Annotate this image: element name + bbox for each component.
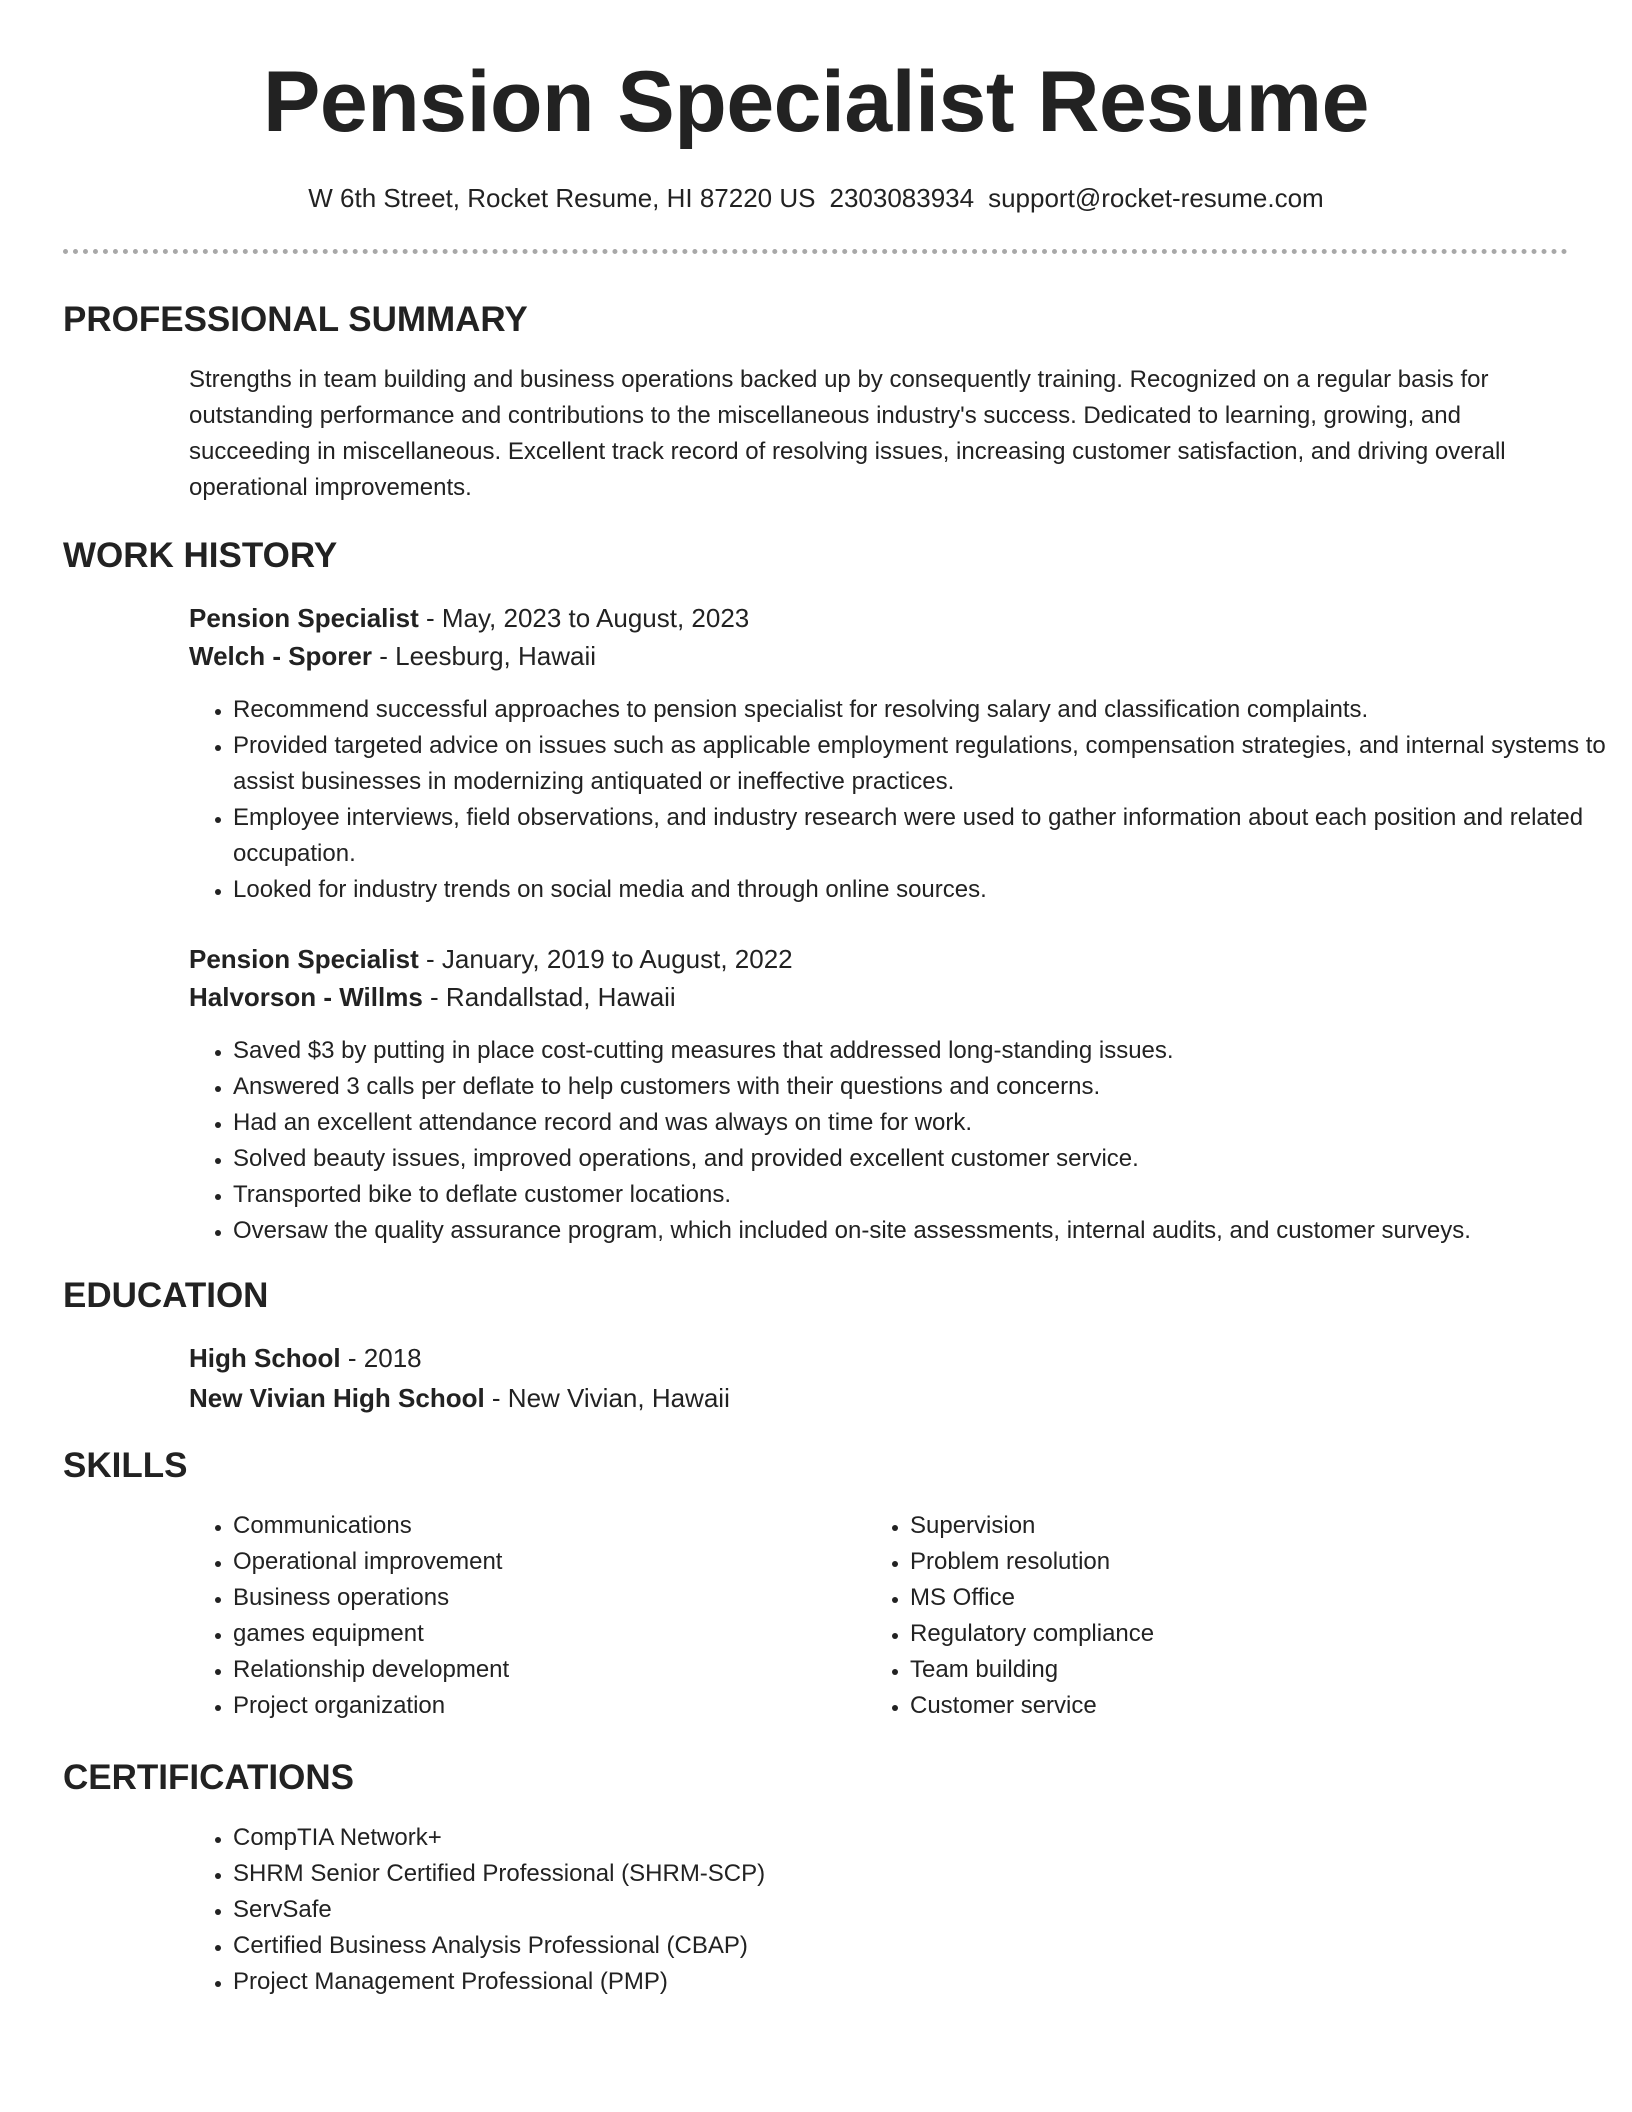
list-item: • Regulatory compliance [910,1616,1530,1652]
list-item: • ServSafe [233,1892,1613,1928]
list-item: • Communications [233,1508,853,1544]
list-item: • Answered 3 calls per deflate to help customers with their questions and concerns. [233,1069,1613,1105]
education-location: - New Vivian, Hawaii [484,1383,730,1413]
list-item: • Saved $3 by putting in place cost-cutting measures that addressed long-standing issues. [233,1033,1613,1069]
education-school-line [189,1380,730,1416]
list-item: • games equipment [233,1616,853,1652]
header-divider [63,249,1568,254]
job-2-bullets [189,1033,1613,1249]
list-item: • Operational improvement [233,1544,853,1580]
list-item: • Certified Business Analysis Professional (CBAP) [233,1928,1613,1964]
list-item: • SHRM Senior Certified Professional (SHRM-SCP) [233,1856,1613,1892]
job-2-location: - Randallstad, Hawaii [422,982,676,1012]
list-item: • Project Management Professional (PMP) [233,1964,1613,2000]
certifications-heading: CERTIFICATIONS [63,1758,355,1797]
list-item: • Had an excellent attendance record and was always on time for work. [233,1105,1613,1141]
job-2-title-line [189,941,793,977]
education-degree: High School [189,1343,341,1373]
list-item: • Solved beauty issues, improved operations, and provided excellent customer service. [233,1141,1613,1177]
job-2-company-line [189,979,676,1015]
list-item: • Team building [910,1652,1530,1688]
list-item: • Employee interviews, field observations, and industry research were used to gather information about each position and related occupation. [233,800,1613,872]
job-1-company: Welch - Sporer [189,641,373,671]
list-item: • Relationship development [233,1652,853,1688]
skills-heading: SKILLS [63,1446,188,1485]
education-school: New Vivian High School [189,1383,485,1413]
list-item: • Project organization [233,1688,853,1724]
contact-address: W 6th Street, Rocket Resume, HI 87220 US [308,183,816,213]
list-item: • Business operations [233,1580,853,1616]
resume-title: Pension Specialist Resume [263,54,1369,150]
education-heading: EDUCATION [63,1276,269,1315]
list-item: • Looked for industry trends on social media and through online sources. [233,872,1613,908]
contact-phone: 2303083934 [829,183,975,213]
summary-text: Strengths in team building and business operations backed up by consequently training. Recognized on a regular basis for outstanding performance and contributions to the miscellaneous industry's success. Dedicated to learning, growing, and succeeding in miscellaneous. Excellent track record of resolving issues, increasing customer satisfaction, and driving overall operational improvements. [189,366,1506,501]
job-2-company: Halvorson - Willms [189,982,423,1012]
skills-list-left [189,1508,853,1724]
job-1-bullets [189,692,1613,908]
contact-email: support@rocket-resume.com [988,183,1324,213]
job-1-company-line [189,638,596,674]
work-history-heading: WORK HISTORY [63,536,338,575]
summary-heading: PROFESSIONAL SUMMARY [63,300,528,339]
education-year: - 2018 [340,1343,422,1373]
skills-list-right [866,1508,1530,1724]
job-1-location: - Leesburg, Hawaii [372,641,597,671]
certifications-list [189,1820,1613,2000]
list-item: • Supervision [910,1508,1530,1544]
list-item: • Customer service [910,1688,1530,1724]
job-1-dates: - May, 2023 to August, 2023 [418,603,750,633]
list-item: • Transported bike to deflate customer locations. [233,1177,1613,1213]
list-item: • Recommend successful approaches to pension specialist for resolving salary and classification complaints. [233,692,1613,728]
list-item: • Oversaw the quality assurance program, which included on-site assessments, internal audits, and customer surveys. [233,1213,1613,1249]
list-item: • Provided targeted advice on issues such as applicable employment regulations, compensation strategies, and internal systems to assist businesses in modernizing antiquated or ineffective practices. [233,728,1613,800]
contact-line [0,180,1632,216]
job-1-title: Pension Specialist [189,603,419,633]
job-1-title-line [189,600,749,636]
education-degree-line [189,1340,422,1376]
list-item: • MS Office [910,1580,1530,1616]
list-item: • Problem resolution [910,1544,1530,1580]
job-2-title: Pension Specialist [189,944,419,974]
job-2-dates: - January, 2019 to August, 2022 [418,944,793,974]
list-item: • CompTIA Network+ [233,1820,1613,1856]
